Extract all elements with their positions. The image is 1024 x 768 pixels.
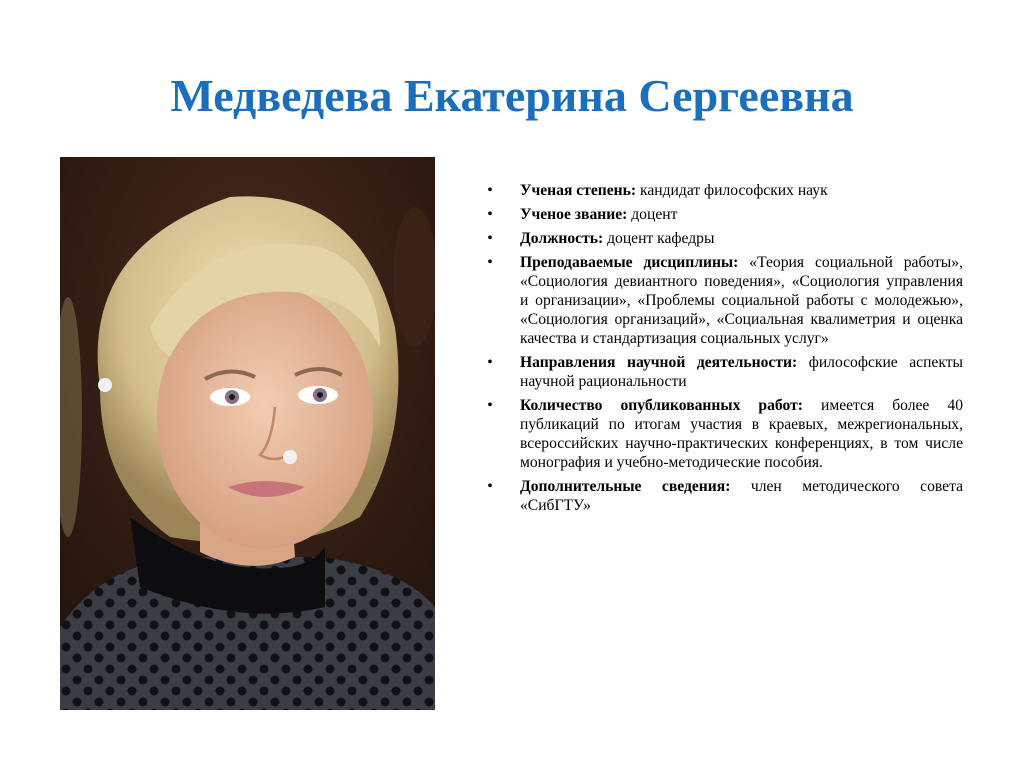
slide-title: Медведева Екатерина Сергеевна [170, 70, 854, 121]
item-label: Направления научной деятельности: [520, 354, 798, 371]
item-label: Ученая степень: [520, 182, 637, 199]
info-list [483, 181, 963, 520]
bullet: • [487, 230, 493, 247]
bullet: • [487, 478, 493, 495]
item-label: Ученое звание: [520, 206, 628, 223]
list-item-degree [483, 181, 963, 200]
bullet: • [487, 206, 493, 223]
list-item-publications [483, 396, 963, 472]
portrait-illustration [60, 157, 435, 710]
list-item-position [483, 229, 963, 248]
item-label: Дополнительные сведения: [520, 478, 731, 495]
item-value: «Теория социальной работы», «Социология девиантного поведения», «Социология управления и организации», «Проблемы социальной работы с молодежью», «Социология организаций», «Социальная квалиметрия и оценка качества и стандартизация социальных услуг» [520, 254, 963, 347]
item-label: Количество опубликованных работ: [520, 397, 803, 414]
list-item-rank [483, 205, 963, 224]
item-value: доцент [627, 206, 678, 223]
item-value: доцент кафедры [603, 230, 715, 247]
item-value: член методического совета «СибГТУ» [520, 478, 963, 514]
item-label: Преподаваемые дисциплины: [520, 254, 739, 271]
list-item-additional [483, 477, 963, 515]
bullet: • [487, 254, 493, 271]
list-item-research [483, 353, 963, 391]
item-label: Должность: [520, 230, 604, 247]
bullet: • [487, 354, 493, 371]
item-value: имеется более 40 публикаций по итогам участия в краевых, межрегиональных, всероссийских научно-практических конференциях, в том числе монография и учебно-методические пособия. [520, 397, 963, 471]
bullet: • [487, 182, 493, 199]
bullet: • [487, 397, 493, 414]
item-value: философские аспекты научной рациональности [520, 354, 963, 390]
item-value: кандидат философских наук [636, 182, 828, 199]
portrait-photo [60, 157, 435, 710]
list-item-disciplines [483, 253, 963, 348]
